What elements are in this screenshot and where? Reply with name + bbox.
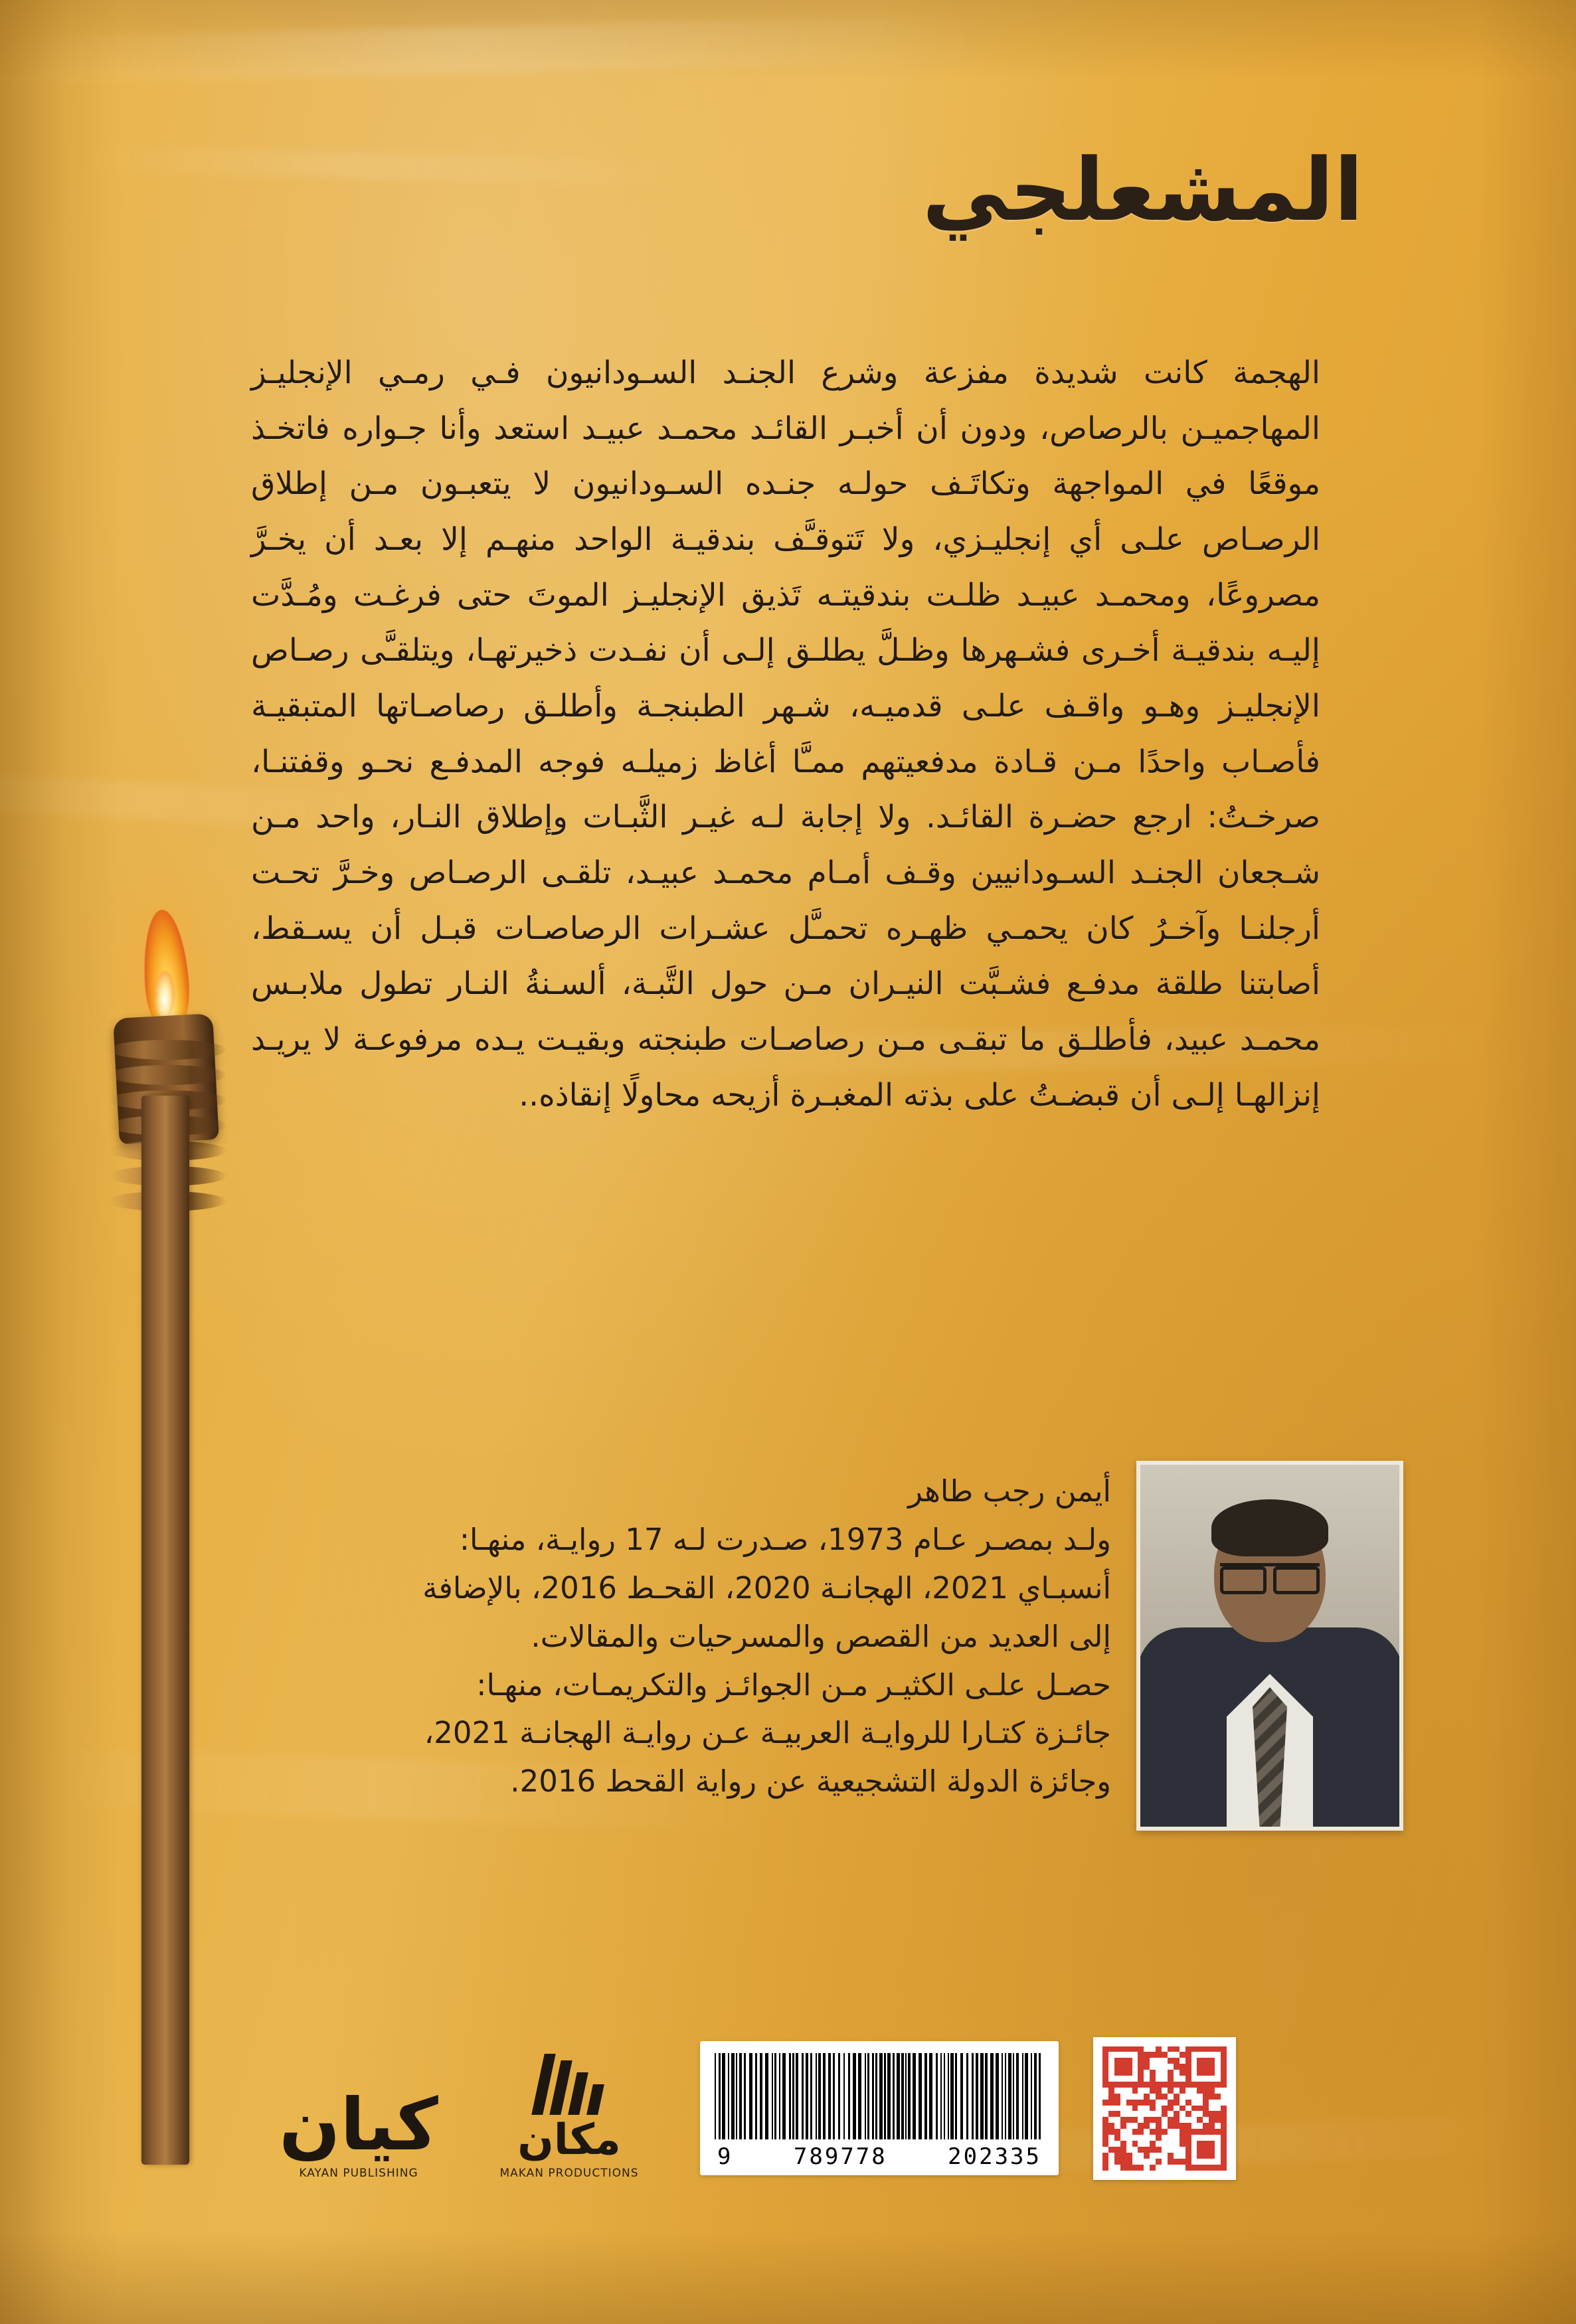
plastic-wrap-sheen — [0, 16, 997, 83]
match-wrapping — [108, 1036, 226, 1235]
author-bio-line: وجائزة الدولة التشجيعية عن رواية القحط 2016. — [510, 1764, 1111, 1799]
author-name: أيمن رجب طاهر — [908, 1473, 1111, 1509]
isbn-barcode — [700, 2041, 1059, 2175]
author-bio-line: حصـل علـى الكثيـر مـن الجوائـز والتكريمـات، منهـا: — [476, 1667, 1111, 1702]
makan-logo-caption: MAKAN PRODUCTIONS — [499, 2166, 639, 2180]
makan-logo-bars — [538, 2054, 601, 2115]
author-bio-text — [228, 1461, 1111, 1806]
back-cover-blurb: الهجمة كانت شديدة مفزعة وشرع الجنـد السـودانيون فـي رمـي الإنجليـز المهاجميـن بالرصاص، ودون أن أخبـر القائـد محمـد عبيـد استعد وأنا جـواره فاتخـذ موقعًا في المواجهة وتكاتَـف حولـه جنـده السـودانيون لا يتعبـون مـن إطلاق الرصـاص علـى أي إنجليـزي، ولا تَتوقـَّف بندقيـة الواحد منهـم إلا بعـد أن يخـرَّ مصروعًا، ومحمـد عبيـد ظلـت بندقيتـه تَذيق الإنجليـز الموتَ حتى فرغـت ومُـدَّت إليـه بندقيـة أخـرى فشـهرها وظـلَّ يطلـق إلـى أن نفـدت ذخيرتهـا، ويتلقـَّى رصـاص الإنجليـز وهـو واقـف علـى قدميـه، شـهر الطبنجـة وأطلـق رصاصـاتها المتبقيـة فأصـاب واحدًا مـن قـادة مدفعيتهم ممـَّا أغاظ زميلـه فوجه المدفـع نحـو وقفتنـا، صرخـتُ: ارجع حضـرة القائـد. ولا إجابة لـه غيـر الثَّبـات وإطلاق النـار، واحد مـن شـجعان الجنـد السـودانيين وقـف أمـام محمـد عبيـد، تلقـى الرصـاص وخـرَّ تحـت أرجلنـا وآخـرُ كان يحمـي ظهـره تحمـَّل عشـرات الرصاصـات قبـل أن يسـقط، أصابتنا طلقة مدفـع فشـبَّت النيـران مـن حول التَّبـة، ألسـنةُ النـار تطول ملابـس محمـد عبيد، فأطلـق ما تبقـى مـن رصاصـات طبنجته وبقيـت يـده مرفوعـة لا يريـد إنزالهـا إلـى أن قبضـتُ على بذته المغبـرة أزيحه محاولًا إنقاذه.. — [251, 355, 1320, 1114]
barcode-bars — [715, 2053, 1044, 2139]
cover-top-shading — [0, 0, 1576, 80]
qr-code[interactable] — [1093, 2037, 1236, 2180]
barcode-number — [715, 2139, 1044, 2170]
flame-core — [155, 971, 175, 1019]
flame-icon — [140, 908, 193, 1034]
cover-right-shading — [1476, 0, 1576, 2324]
author-bio-line: إلى العديد من القصص والمسرحيات والمقالات. — [531, 1618, 1111, 1654]
author-bio-line: ولـد بمصـر عـام 1973، صـدرت لـه 17 روايـة، منهـا: — [459, 1521, 1111, 1557]
makan-logo-mark: مكان — [517, 2115, 621, 2165]
match-head — [113, 1013, 219, 1145]
barcode-group-2: 202335 — [948, 2143, 1041, 2170]
book-title: المشعلجي — [922, 139, 1363, 240]
author-photo — [1136, 1461, 1403, 1831]
kayan-logo-caption: KAYAN PUBLISHING — [299, 2166, 418, 2180]
cover-spine-shading — [0, 0, 120, 2324]
plastic-wrap-sheen — [80, 145, 678, 187]
makan-productions-logo — [473, 2037, 665, 2180]
cover-bottom-shading — [0, 2231, 1576, 2324]
author-bio-line: أنسبـاي 2021، الهجانـة 2020، القحـط 2016، بالإضافة — [422, 1570, 1111, 1606]
cover-footer — [279, 2022, 1395, 2195]
glasses-icon — [1220, 1563, 1320, 1589]
match-stick — [141, 1096, 189, 2165]
author-bio-line: جائـزة كتـارا للروايـة العربيـة عـن روايـة الهجانـة 2021، — [424, 1715, 1111, 1751]
barcode-group-1: 789778 — [793, 2143, 887, 2170]
author-bio-section — [228, 1461, 1403, 1831]
kayan-publishing-logo — [279, 2037, 438, 2180]
barcode-left-digit: 9 — [717, 2143, 733, 2170]
kayan-logo-mark: كيان — [279, 2083, 438, 2167]
